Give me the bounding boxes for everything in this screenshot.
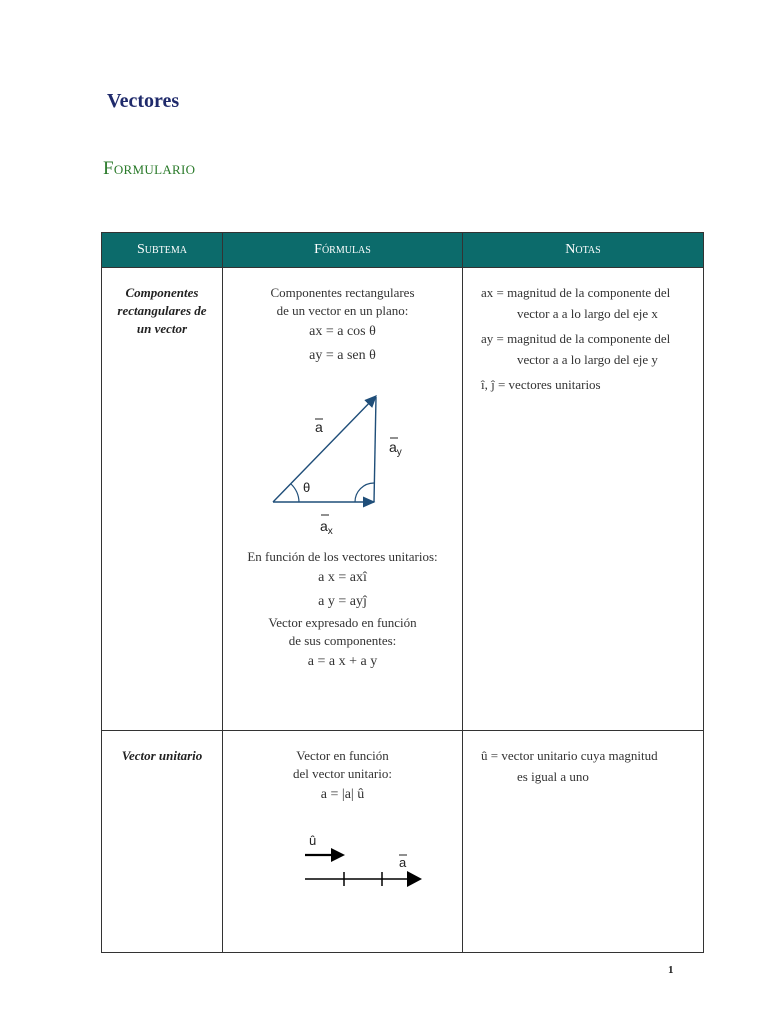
sum-intro: Vector expresado en función	[268, 615, 417, 630]
subtema-line: un vector	[136, 321, 188, 336]
label-vector: a	[398, 855, 406, 870]
formulas-cell	[223, 731, 463, 953]
formula-ax: ax = a cos θ	[309, 324, 376, 339]
table-row	[102, 268, 704, 731]
subtema-line: rectangulares de	[117, 303, 207, 318]
unit-vector-diagram	[243, 823, 443, 893]
formula-ax-unit: a x = axî	[318, 570, 367, 585]
note-main: ax = magnitud de la componente del	[481, 285, 671, 300]
note-main: û = vector unitario cuya magnitud	[481, 748, 658, 763]
notas-cell	[463, 731, 704, 953]
label-angle: θ	[302, 480, 310, 495]
formula-intro: del vector unitario:	[293, 766, 392, 781]
note-item	[481, 328, 695, 370]
page-title: Vectores	[107, 90, 180, 112]
formula-intro: Vector en función	[296, 748, 389, 763]
formula-unit-vector: a = |a| û	[320, 787, 365, 802]
right-angle-arc	[355, 483, 374, 502]
label-hyp: a	[314, 419, 323, 435]
note-main: ay = magnitud de la componente del	[481, 331, 671, 346]
components-diagram	[243, 384, 443, 544]
unit-arrow-head	[331, 848, 345, 862]
vertical-vector	[374, 397, 376, 502]
formula-intro: Componentes rectangulares	[270, 285, 415, 300]
table-row	[102, 731, 704, 953]
section-title: Formulario	[103, 158, 196, 179]
label-vertical: $a_y$	[388, 439, 402, 458]
subtema-line: Vector unitario	[121, 748, 203, 763]
formula-ay: ay = a sen θ	[309, 348, 376, 363]
formulario-table	[101, 232, 704, 953]
note-sub: vector a a lo largo del eje y	[517, 352, 658, 367]
header-notas: Notas	[463, 233, 704, 268]
header-formulas: Fórmulas	[223, 233, 463, 268]
angle-arc	[291, 484, 299, 502]
note-item	[481, 745, 695, 787]
label-horizontal: $a_x$	[319, 518, 333, 537]
label-unit: û	[308, 833, 316, 848]
subtema-cell	[102, 731, 223, 953]
unit-intro: En función de los vectores unitarios:	[247, 549, 438, 564]
formulas-cell	[223, 268, 463, 731]
note-main: î, ĵ = vectores unitarios	[481, 377, 601, 392]
formula-ay-unit: a y = ayĵ	[318, 594, 367, 609]
notas-cell	[463, 268, 704, 731]
sum-intro: de sus componentes:	[288, 633, 397, 648]
note-sub: vector a a lo largo del eje x	[517, 306, 658, 321]
page-number: 1	[668, 964, 674, 976]
table-header-row	[102, 233, 704, 268]
formula-sum: a = a x + a y	[307, 654, 378, 669]
note-item	[481, 282, 695, 324]
vector-arrow-head	[407, 871, 422, 887]
note-item	[481, 374, 695, 395]
header-subtema: Subtema	[102, 233, 223, 268]
hypotenuse-vector	[273, 396, 376, 502]
note-sub: es igual a uno	[517, 769, 589, 784]
subtema-line: Componentes	[125, 285, 199, 300]
formula-intro: de un vector en un plano:	[276, 303, 409, 318]
subtema-cell	[102, 268, 223, 731]
